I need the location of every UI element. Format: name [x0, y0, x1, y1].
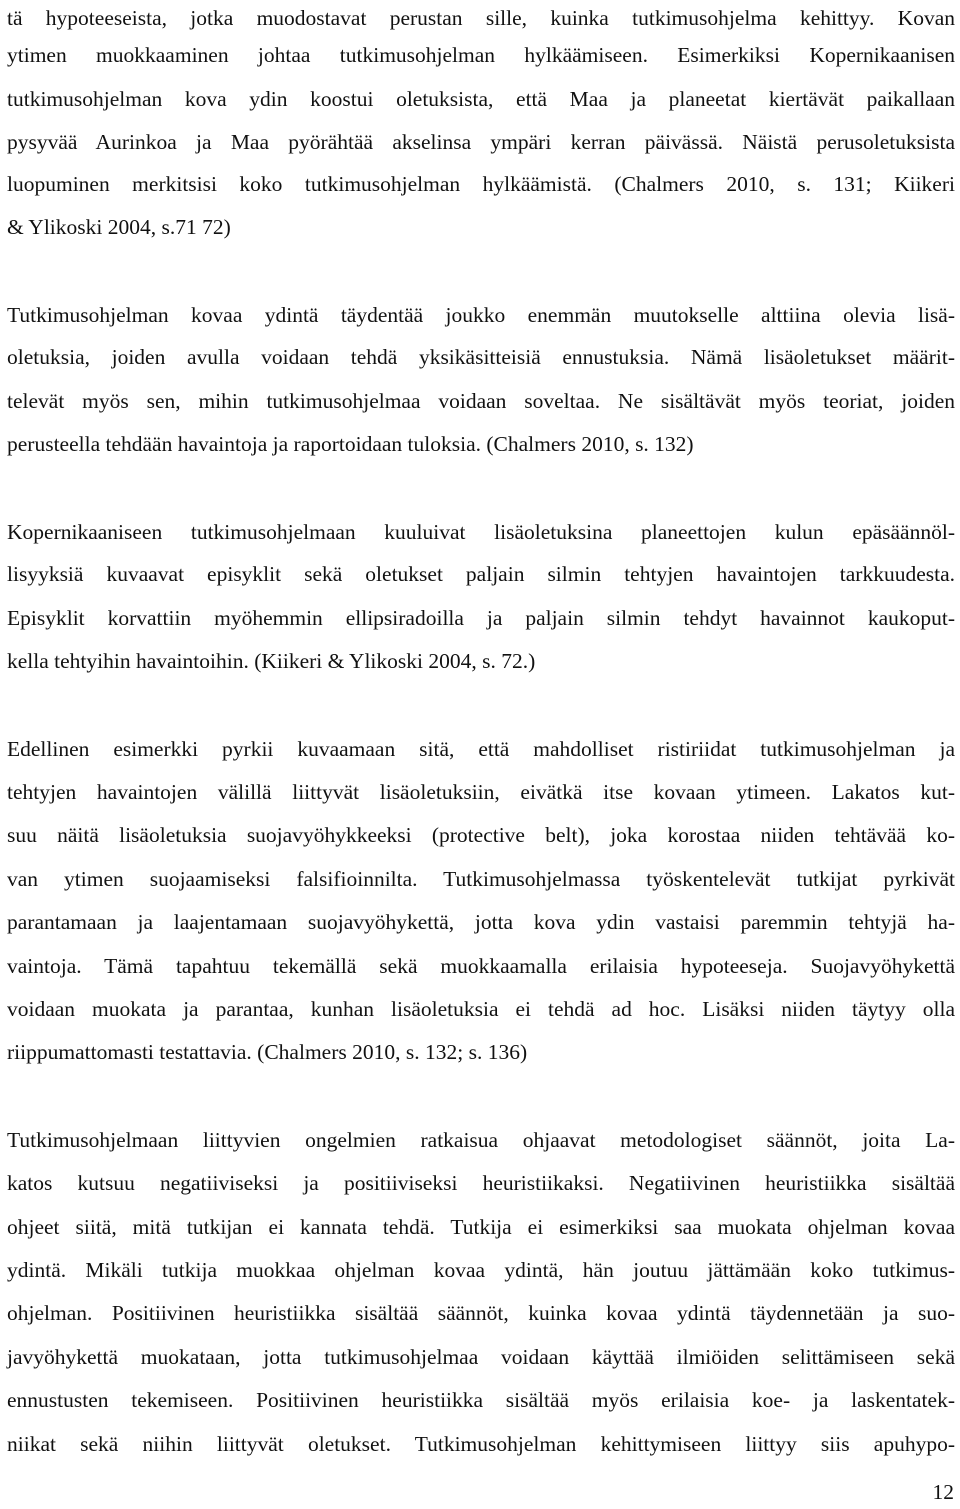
text-line: tutkimusohjelman kova ydin koostui oletuksista, että Maa ja planeetat kiertävät paikallaan — [7, 87, 955, 111]
text-line: kella tehtyihin havaintoihin. (Kiikeri & Ylikoski 2004, s. 72.) — [7, 649, 536, 673]
text-line: tehtyjen havaintojen välillä liittyvät lisäoletuksiin, eivätkä itse kovaan ytimeen. Lakatos kut- — [7, 780, 955, 804]
text-line: luopuminen merkitsisi koko tutkimusohjelman hylkäämistä. (Chalmers 2010, s. 131; Kiikeri — [7, 172, 955, 196]
text-line: vaintoja. Tämä tapahtuu tekemällä sekä muokkaamalla erilaisia hypoteeseja. Suojavyöhykettä — [7, 954, 955, 978]
text-line: katos kutsuu negatiiviseksi ja positiiviseksi heuristiikaksi. Negatiivinen heuristiikka sisältää — [7, 1171, 955, 1195]
text-line: tä hypoteeseista, jotka muodostavat perustan sille, kuinka tutkimusohjelma kehittyy. Kovan — [7, 6, 955, 30]
text-line: van ytimen suojaamiseksi falsifioinnilta. Tutkimusohjelmassa työskentelevät tutkijat pyrkivät — [7, 867, 955, 891]
text-line: ytimen muokkaaminen johtaa tutkimusohjelman hylkäämiseen. Esimerkiksi Kopernikaanisen — [7, 43, 955, 67]
text-line: ennustusten tekemiseen. Positiivinen heuristiikka sisältää myös erilaisia koe- ja laskentatek- — [7, 1388, 955, 1412]
text-line: riippumattomasti testattavia. (Chalmers 2010, s. 132; s. 136) — [7, 1040, 528, 1064]
text-line: Tutkimusohjelmaan liittyvien ongelmien ratkaisua ohjaavat metodologiset säännöt, joita La- — [7, 1128, 955, 1152]
text-line: Edellinen esimerkki pyrkii kuvaamaan sitä, että mahdolliset ristiriidat tutkimusohjelman ja — [7, 737, 955, 761]
text-line: pysyvää Aurinkoa ja Maa pyörähtää akselinsa ympäri kerran päivässä. Näistä perusoletuksista — [7, 130, 955, 154]
text-line: lisyyksiä kuvaavat episyklit sekä oletukset paljain silmin tehtyjen havaintojen tarkkuudesta. — [7, 562, 955, 586]
text-line: televät myös sen, mihin tutkimusohjelmaa voidaan soveltaa. Ne sisältävät myös teoriat, joiden — [7, 389, 955, 413]
text-line: suu näitä lisäoletuksia suojavyöhykkeeksi (protective belt), joka korostaa niiden tehtävää ko- — [7, 823, 955, 847]
text-line: Tutkimusohjelman kovaa ydintä täydentää joukko enemmän muutokselle alttiina olevia lisä- — [7, 303, 955, 327]
text-line: javyöhykettä muokataan, jotta tutkimusohjelmaa voidaan käyttää ilmiöiden selittämiseen sekä — [7, 1345, 955, 1369]
text-line: Kopernikaaniseen tutkimusohjelmaan kuuluivat lisäoletuksina planeettojen kulun epäsäännöl- — [7, 520, 955, 544]
text-line: ydintä. Mikäli tutkija muokkaa ohjelman kovaa ydintä, hän joutuu jättämään koko tutkimus- — [7, 1258, 955, 1282]
text-line: oletuksia, joiden avulla voidaan tehdä yksikäsitteisiä ennustuksia. Nämä lisäoletukset määrit- — [7, 345, 955, 369]
text-line: voidaan muokata ja parantaa, kunhan lisäoletuksia ei tehdä ad hoc. Lisäksi niiden täytyy olla — [7, 997, 955, 1021]
text-line: niikat sekä niihin liittyvät oletukset. Tutkimusohjelman kehittymiseen liittyy siis apuhypo- — [7, 1432, 955, 1456]
text-line: ohjeet siitä, mitä tutkijan ei kannata tehdä. Tutkija ei esimerkiksi saa muokata ohjelman kovaa — [7, 1215, 955, 1239]
page-number: 12 — [932, 1480, 954, 1504]
text-line: ohjelman. Positiivinen heuristiikka sisältää säännöt, kuinka kovaa ydintä täydennetään ja suo- — [7, 1301, 955, 1325]
text-line: & Ylikoski 2004, s.71 72) — [7, 215, 231, 239]
text-line: parantamaan ja laajentamaan suojavyöhykettä, jotta kova ydin vastaisi paremmin tehtyjä ha- — [7, 910, 955, 934]
text-line: Episyklit korvattiin myöhemmin ellipsiradoilla ja paljain silmin tehdyt havainnot kaukoput- — [7, 606, 955, 630]
text-line: perusteella tehdään havaintoja ja raportoidaan tuloksia. (Chalmers 2010, s. 132) — [7, 432, 694, 456]
